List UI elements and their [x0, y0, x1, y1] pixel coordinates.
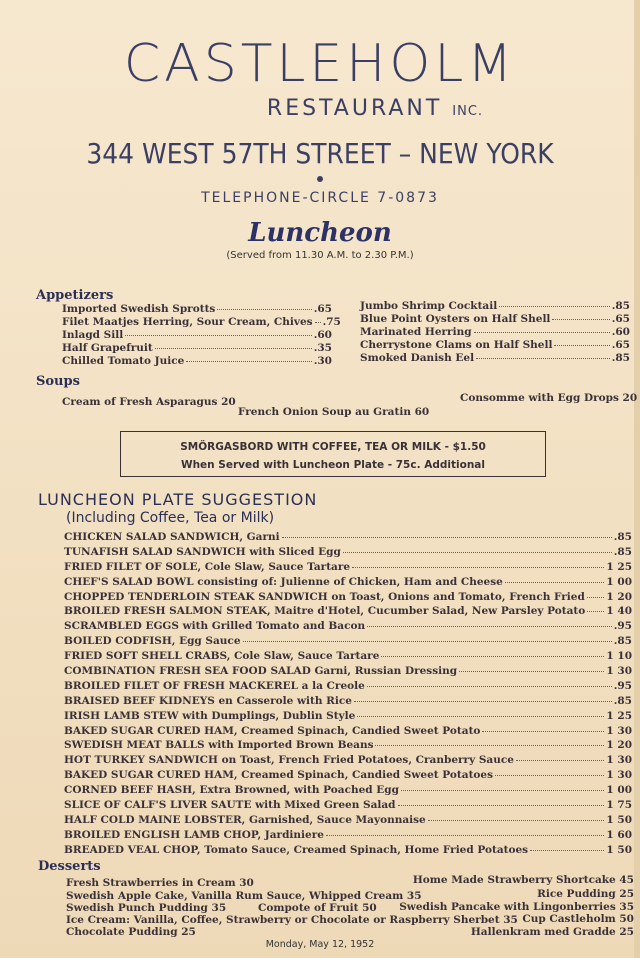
menu-item-price: .65	[611, 339, 630, 351]
dot-leader	[476, 358, 610, 359]
plate-list	[64, 531, 632, 859]
telephone: TELEPHONE-CIRCLE 7-0873	[201, 190, 439, 206]
menu-item-price: 1 30	[606, 724, 632, 737]
menu-item-price: 1 30	[606, 665, 632, 678]
menu-item	[64, 739, 632, 754]
menu-item	[62, 303, 332, 316]
restaurant-name: CASTLEHOLM	[123, 34, 517, 94]
dot-leader	[243, 641, 612, 642]
dot-leader	[552, 319, 609, 320]
menu-item	[360, 352, 630, 365]
dot-leader	[474, 332, 610, 333]
smorgasbord-line: SMÖRGASBORD WITH COFFEE, TEA OR MILK - $1.50	[180, 441, 486, 453]
menu-item-name: Blue Point Oysters on Half Shell	[360, 313, 551, 325]
menu-item	[360, 339, 630, 352]
dot-leader	[125, 335, 311, 336]
menu-item	[64, 650, 632, 665]
menu-item	[64, 546, 632, 561]
menu-item-price: 1 20	[606, 739, 632, 752]
menu-item	[64, 754, 632, 769]
menu-item-name: SLICE OF CALF'S LIVER SAUTE with Mixed Green Salad	[64, 799, 396, 812]
menu-item-name: Filet Maatjes Herring, Sour Cream, Chives	[62, 316, 313, 328]
menu-item-price: 1 20	[606, 590, 632, 603]
menu-item-price: 1 00	[606, 784, 632, 797]
menu-item-name: BAKED SUGAR CURED HAM, Creamed Spinach, Candied Sweet Potato	[64, 724, 481, 737]
appetizers-left-list	[62, 303, 341, 368]
menu-item-price: .85	[613, 531, 632, 543]
dessert-item: Swedish Pancake with Lingonberries 35	[399, 901, 634, 913]
menu-item	[64, 531, 632, 546]
menu-header	[0, 36, 640, 261]
dot-leader	[217, 309, 311, 310]
dessert-item: Home Made Strawberry Shortcake 45	[412, 874, 634, 886]
dot-leader	[367, 626, 612, 627]
plate-subtitle: (Including Coffee, Tea or Milk)	[66, 510, 275, 526]
dot-leader	[530, 850, 604, 851]
menu-item-name: IRISH LAMB STEW with Dumplings, Dublin Style	[64, 709, 356, 722]
menu-item-price: 1 25	[606, 709, 632, 722]
dessert-item: Chocolate Pudding 25	[66, 926, 196, 938]
menu-item-name: COMBINATION FRESH SEA FOOD SALAD Garni, Russian Dressing	[64, 665, 458, 678]
menu-item-price: .65	[611, 313, 630, 325]
restaurant-subtitle-suffix: INC.	[452, 104, 484, 119]
desserts-title: Desserts	[38, 859, 101, 874]
dot-leader	[505, 582, 605, 583]
soup-item: Cream of Fresh Asparagus 20	[62, 396, 236, 408]
menu-item-name: TUNAFISH SALAD SANDWICH with Sliced Egg	[64, 545, 341, 558]
dessert-item: Cup Castleholm 50	[522, 913, 634, 925]
menu-item-price: .60	[611, 326, 630, 338]
menu-item-name: HOT TURKEY SANDWICH on Toast, French Fried Potatoes, Cranberry Sauce	[64, 754, 514, 767]
soup-item: French Onion Soup au Gratin 60	[238, 406, 430, 418]
menu-item	[62, 355, 332, 368]
address: 344 WEST 57TH STREET – NEW YORK	[86, 137, 554, 170]
menu-item	[64, 695, 632, 710]
dot-leader	[326, 835, 604, 836]
menu-item	[64, 814, 632, 829]
menu-item	[64, 844, 632, 859]
menu-item-name: CHICKEN SALAD SANDWICH, Garni	[64, 531, 280, 543]
menu-item	[64, 620, 632, 635]
menu-item	[360, 313, 630, 326]
menu-item-name: FRIED FILET OF SOLE, Cole Slaw, Sauce Tartare	[64, 560, 351, 573]
menu-item	[64, 769, 632, 784]
menu-item	[64, 635, 632, 650]
menu-item-name: Smoked Danish Eel	[360, 352, 475, 364]
menu-item-name: Half Grapefruit	[62, 342, 153, 354]
menu-item-price: .65	[313, 303, 332, 315]
restaurant-subtitle-text: RESTAURANT	[266, 96, 443, 121]
dot-leader	[375, 745, 604, 746]
menu-item-price: 1 75	[606, 799, 632, 812]
dessert-item: Fresh Strawberries in Cream 30	[66, 877, 254, 889]
dot-leader	[495, 775, 604, 776]
menu-item	[62, 329, 332, 342]
menu-item-name: CHEF'S SALAD BOWL consisting of: Julienne of Chicken, Ham and Cheese	[64, 575, 503, 588]
dot-leader	[367, 686, 612, 687]
dot-leader	[354, 701, 612, 702]
dot-leader	[401, 790, 604, 791]
menu-item-price: 1 10	[606, 650, 632, 663]
menu-item-price: 1 50	[606, 813, 632, 826]
dot-leader	[357, 716, 604, 717]
menu-item-price: .85	[611, 300, 630, 312]
menu-item-price: 1 25	[606, 560, 632, 573]
menu-item-price: 1 00	[606, 575, 632, 588]
menu-date: Monday, May 12, 1952	[265, 939, 375, 950]
dessert-item: Hallenkram med Gradde 25	[470, 926, 634, 938]
dot-leader	[381, 656, 604, 657]
menu-item-price: .95	[613, 679, 632, 692]
menu-item	[64, 561, 632, 576]
menu-item	[64, 784, 632, 799]
dot-leader	[352, 567, 604, 568]
dot-leader	[343, 552, 612, 553]
dot-leader	[499, 306, 610, 307]
dot-leader	[398, 805, 605, 806]
menu-item	[62, 342, 332, 355]
menu-item	[64, 665, 632, 680]
dot-leader	[155, 348, 312, 349]
menu-item-price: .75	[322, 316, 341, 328]
menu-item-name: BRAISED BEEF KIDNEYS en Casserole with Rice	[64, 694, 352, 707]
dot-leader	[516, 760, 605, 761]
plate-title: LUNCHEON PLATE SUGGESTION	[38, 490, 318, 509]
dessert-item: Swedish Punch Pudding 35	[66, 902, 227, 914]
dot-leader	[428, 820, 605, 821]
menu-item-name: Imported Swedish Sprotts	[62, 303, 216, 315]
menu-item	[64, 829, 632, 844]
dot-leader	[482, 731, 604, 732]
dot-leader	[554, 345, 609, 346]
appetizers-right-list	[360, 300, 630, 365]
menu-item-price: 1 50	[606, 843, 632, 856]
menu-item	[62, 316, 341, 329]
menu-item-name: BREADED VEAL CHOP, Tomato Sauce, Creamed Spinach, Home Fried Potatoes	[64, 843, 529, 856]
menu-item-name: BROILED FRESH SALMON STEAK, Maitre d'Hotel, Cucumber Salad, New Parsley Potato	[64, 605, 586, 618]
menu-item-name: BAKED SUGAR CURED HAM, Creamed Spinach, Candied Sweet Potatoes	[64, 769, 494, 782]
menu-item-name: SCRAMBLED EGGS with Grilled Tomato and Bacon	[64, 620, 366, 633]
restaurant-subtitle	[110, 96, 640, 121]
menu-item-name: Chilled Tomato Juice	[62, 355, 185, 367]
dot-leader	[587, 597, 605, 598]
menu-item-price: .85	[611, 352, 630, 364]
menu-item-price: 1 30	[606, 769, 632, 782]
menu-item-name: BOILED CODFISH, Egg Sauce	[64, 635, 241, 648]
menu-item-name: HALF COLD MAINE LOBSTER, Garnished, Sauce Mayonnaise	[64, 813, 426, 826]
menu-item-name: BROILED ENGLISH LAMB CHOP, Jardiniere	[64, 828, 324, 841]
menu-item	[64, 799, 632, 814]
menu-item-name: CHOPPED TENDERLOIN STEAK SANDWICH on Toast, Onions and Tomato, French Fried	[64, 590, 585, 603]
smorgasbord-line: When Served with Luncheon Plate - 75c. Additional	[181, 459, 485, 471]
menu-item	[64, 710, 632, 725]
appetizers-title: Appetizers	[36, 288, 114, 303]
dot-leader	[186, 361, 311, 362]
menu-item-price: 1 40	[606, 605, 632, 618]
menu-item-name: Inlagd Sill	[62, 329, 124, 341]
dot-leader	[282, 537, 612, 538]
menu-item-name: Marinated Herring	[360, 326, 472, 338]
menu-item-price: .35	[313, 342, 332, 354]
menu-item	[64, 725, 632, 740]
menu-item-name: SWEDISH MEAT BALLS with Imported Brown Beans	[64, 739, 374, 752]
menu-item-price: .85	[613, 545, 632, 558]
dessert-item: Rice Pudding 25	[537, 888, 634, 900]
menu-item-price: .85	[613, 694, 632, 707]
menu-item	[64, 680, 632, 695]
menu-item	[360, 326, 630, 339]
dot-leader	[315, 322, 321, 323]
menu-item	[64, 576, 632, 591]
separator-dot	[317, 176, 323, 182]
menu-item-price: 1 60	[606, 828, 632, 841]
meal-title: Luncheon	[248, 218, 392, 248]
menu-item	[360, 300, 630, 313]
dot-leader	[587, 611, 604, 612]
dessert-item: Ice Cream: Vanilla, Coffee, Strawberry or Chocolate or Raspberry Sherbet 35	[66, 914, 518, 926]
menu-item-name: Jumbo Shrimp Cocktail	[360, 300, 498, 312]
soup-item: Consomme with Egg Drops 20	[460, 392, 638, 404]
menu-item	[64, 605, 632, 620]
menu-item-price: .60	[313, 329, 332, 341]
dessert-item: Compote of Fruit 50	[258, 902, 377, 914]
menu-item-price: .95	[613, 620, 632, 633]
soups-title: Soups	[36, 374, 80, 389]
menu-item-price: .85	[613, 635, 632, 648]
smorgasbord-box	[120, 431, 546, 477]
menu-item-name: Cherrystone Clams on Half Shell	[360, 339, 553, 351]
menu-item-name: FRIED SOFT SHELL CRABS, Cole Slaw, Sauce Tartare	[64, 650, 380, 663]
dessert-item: Swedish Apple Cake, Vanilla Rum Sauce, Whipped Cream 35	[66, 890, 422, 902]
menu-item	[64, 591, 632, 606]
menu-item-name: CORNED BEEF HASH, Extra Browned, with Poached Egg	[64, 784, 399, 797]
serving-hours: (Served from 11.30 A.M. to 2.30 P.M.)	[226, 250, 414, 261]
menu-item-price: .30	[313, 355, 332, 367]
menu-item-name: BROILED FILET OF FRESH MACKEREL a la Creole	[64, 679, 365, 692]
menu-item-price: 1 30	[606, 754, 632, 767]
dot-leader	[459, 671, 604, 672]
